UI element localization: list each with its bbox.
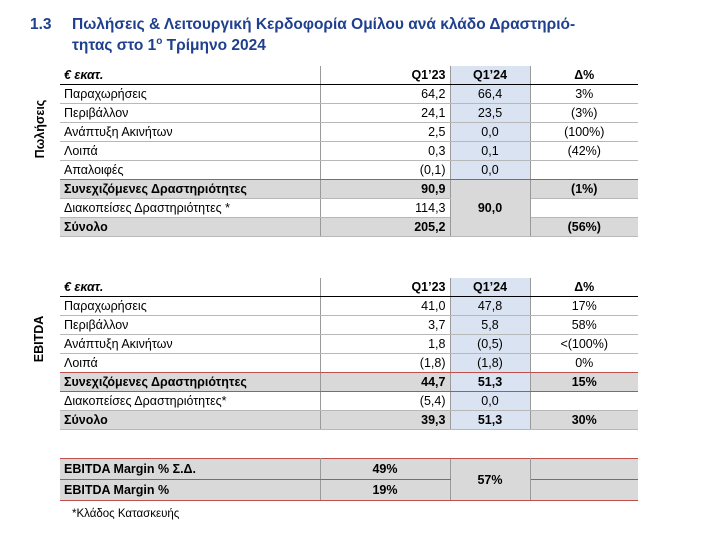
row-q1-23: 1,8	[320, 335, 450, 354]
table-row	[60, 335, 638, 354]
merged-q1-24: 90,0	[450, 180, 530, 237]
row-label: Παραχωρήσεις	[60, 297, 320, 316]
margin-label: EBITDA Margin %	[60, 480, 320, 501]
margin-delta-blank	[530, 480, 638, 501]
row-q1-24: 0,0	[450, 123, 530, 142]
table-row	[60, 354, 638, 373]
row-q1-23: 64,2	[320, 85, 450, 104]
discontinued-q1-23: 114,3	[320, 199, 450, 218]
row-label: Λοιπά	[60, 142, 320, 161]
section-title-line2-post: Τρίμηνο 2024	[162, 37, 266, 54]
total-row	[60, 411, 638, 430]
row-label: Απαλοιφές	[60, 161, 320, 180]
row-label: Ανάπτυξη Ακινήτων	[60, 335, 320, 354]
margin-q1-23: 49%	[320, 459, 450, 480]
header-q1-23: Q1’23	[320, 278, 450, 297]
continuing-row	[60, 180, 638, 199]
discontinued-q1-23: (5,4)	[320, 392, 450, 411]
row-label: Περιβάλλον	[60, 104, 320, 123]
row-q1-24: 0,1	[450, 142, 530, 161]
section-number: 1.3	[30, 16, 52, 33]
total-q1-23: 205,2	[320, 218, 450, 237]
row-delta: 0%	[530, 354, 638, 373]
row-q1-23: 41,0	[320, 297, 450, 316]
row-delta: (42%)	[530, 142, 638, 161]
total-q1-23: 39,3	[320, 411, 450, 430]
continuing-delta: 15%	[530, 373, 638, 392]
row-delta	[530, 161, 638, 180]
total-delta: (56%)	[530, 218, 638, 237]
section-title	[72, 14, 670, 56]
row-delta: 17%	[530, 297, 638, 316]
discontinued-row	[60, 392, 638, 411]
total-label: Σύνολο	[60, 411, 320, 430]
row-delta: <(100%)	[530, 335, 638, 354]
row-q1-23: 3,7	[320, 316, 450, 335]
margin-table	[60, 458, 638, 501]
continuing-row	[60, 373, 638, 392]
table-row	[60, 297, 638, 316]
table-row	[60, 142, 638, 161]
row-q1-24: 5,8	[450, 316, 530, 335]
row-delta: (3%)	[530, 104, 638, 123]
header-delta: Δ%	[530, 66, 638, 85]
row-q1-24: (0,5)	[450, 335, 530, 354]
row-q1-23: 2,5	[320, 123, 450, 142]
total-label: Σύνολο	[60, 218, 320, 237]
ebitda-side-label: EBITDA	[32, 315, 46, 363]
margin-row-total	[60, 480, 638, 501]
header-unit: € εκατ.	[60, 66, 320, 85]
row-q1-23: (1,8)	[320, 354, 450, 373]
table-row	[60, 316, 638, 335]
row-q1-23: 0,3	[320, 142, 450, 161]
row-delta: 3%	[530, 85, 638, 104]
discontinued-delta	[530, 392, 638, 411]
row-label: Ανάπτυξη Ακινήτων	[60, 123, 320, 142]
discontinued-delta	[530, 199, 638, 218]
margin-delta-blank	[530, 459, 638, 480]
header-q1-24: Q1’24	[450, 66, 530, 85]
row-q1-23: 24,1	[320, 104, 450, 123]
margin-q1-23: 19%	[320, 480, 450, 501]
row-q1-24: 47,8	[450, 297, 530, 316]
row-label: Λοιπά	[60, 354, 320, 373]
discontinued-label: Διακοπείσες Δραστηριότητες *	[60, 199, 320, 218]
sales-header-row	[60, 66, 638, 85]
continuing-q1-23: 44,7	[320, 373, 450, 392]
row-delta: 58%	[530, 316, 638, 335]
total-q1-24: 51,3	[450, 411, 530, 430]
row-q1-24: 66,4	[450, 85, 530, 104]
ebitda-table	[60, 278, 638, 430]
header-q1-23: Q1’23	[320, 66, 450, 85]
continuing-label: Συνεχιζόμενες Δραστηριότητες	[60, 180, 320, 199]
total-row	[60, 218, 638, 237]
table-row	[60, 123, 638, 142]
margin-merged-q1-24: 57%	[450, 459, 530, 501]
table-row	[60, 85, 638, 104]
header-delta: Δ%	[530, 278, 638, 297]
continuing-q1-24: 51,3	[450, 373, 530, 392]
row-delta: (100%)	[530, 123, 638, 142]
continuing-delta: (1%)	[530, 180, 638, 199]
sales-table	[60, 66, 638, 237]
continuing-q1-23: 90,9	[320, 180, 450, 199]
row-q1-24: 23,5	[450, 104, 530, 123]
continuing-label: Συνεχιζόμενες Δραστηριότητες	[60, 373, 320, 392]
section-heading	[30, 14, 670, 56]
section-title-superscript: ο	[156, 35, 163, 47]
row-q1-23: (0,1)	[320, 161, 450, 180]
row-label: Περιβάλλον	[60, 316, 320, 335]
ebitda-header-row	[60, 278, 638, 297]
row-label: Παραχωρήσεις	[60, 85, 320, 104]
table-row	[60, 104, 638, 123]
discontinued-row	[60, 199, 638, 218]
sales-side-label: Πωλήσεις	[33, 99, 47, 159]
section-title-line1: Πωλήσεις & Λειτουργική Κερδοφορία Ομίλου ανά κλάδο Δραστηριό-	[72, 16, 576, 33]
header-q1-24: Q1’24	[450, 278, 530, 297]
row-q1-24: 0,0	[450, 161, 530, 180]
total-delta: 30%	[530, 411, 638, 430]
footnote: *Κλάδος Κατασκευής	[72, 508, 180, 520]
header-unit: € εκατ.	[60, 278, 320, 297]
discontinued-q1-24: 0,0	[450, 392, 530, 411]
margin-label: EBITDA Margin % Σ.Δ.	[60, 459, 320, 480]
section-title-line2-pre: τητας στο 1	[72, 37, 157, 54]
row-q1-24: (1,8)	[450, 354, 530, 373]
table-row	[60, 161, 638, 180]
discontinued-label: Διακοπείσες Δραστηριότητες*	[60, 392, 320, 411]
margin-row-continuing	[60, 459, 638, 480]
